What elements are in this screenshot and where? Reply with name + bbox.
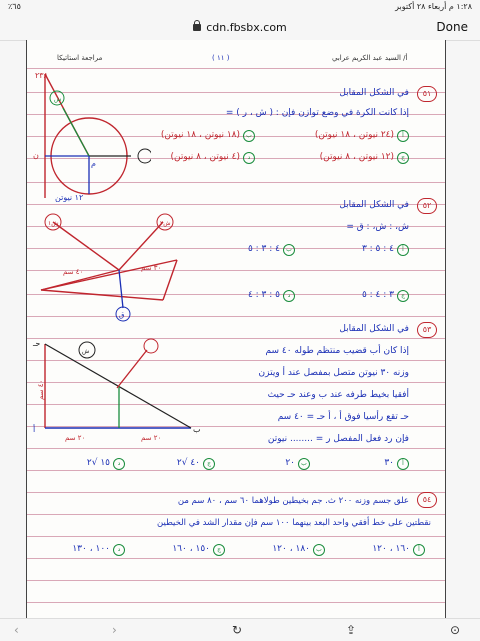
status-bar <box>0 0 480 14</box>
question-number-53: ٥٣ <box>417 322 437 338</box>
q51-label-a: ٢٣٨ <box>35 71 48 80</box>
q53-line1: في الشكل المقابل <box>339 324 409 334</box>
q51-diagram <box>31 70 151 202</box>
q51-option-b[interactable]: ب(١٨ نيوتن ، ١٨ نيوتن) <box>161 130 255 142</box>
question-number-51: ٥١ <box>417 86 437 102</box>
q53-line3: وزنه ٣٠ نيوتن متصل بمفصل عند أ ويتزن <box>258 368 409 378</box>
lock-icon <box>193 24 201 31</box>
page-header <box>27 52 445 66</box>
address-bar[interactable] <box>0 21 480 34</box>
q54-line2: نقطتين على خط أفقي واحد البعد بينهما ١٠٠ سم فإن مقدار الشد في الخيطين <box>157 518 431 528</box>
safari-icon[interactable]: ⊙ <box>450 623 461 637</box>
q54-option-a[interactable]: أ١٦٠ ، ١٢٠ <box>372 544 425 556</box>
header-left: مراجعة استاتيكا <box>57 54 103 62</box>
done-button[interactable]: Done <box>436 20 468 34</box>
q52-line2: ش، : ش، : ق = <box>346 222 409 232</box>
q53-option-a[interactable]: أ٣٠ <box>384 458 409 470</box>
q53-label-t: ش <box>82 348 90 355</box>
q54-line1: علق جسم وزنه ٢٠٠ ث. جم بخيطين طولاهما ٦٠ سم ، ٨٠ سم من <box>177 496 409 506</box>
q52-label-f2: ش٢ <box>160 220 171 227</box>
q53-line6: فإن رد فعل المفصل ر = ........ نيوتن <box>267 434 409 444</box>
battery-indicator: ٪٦٥ <box>8 2 21 11</box>
q54-option-d[interactable]: د١٠٠ ، ١٣٠ <box>72 544 125 556</box>
q51-label-r: ش <box>54 96 62 103</box>
q51-label-m: م <box>91 159 96 168</box>
question-number-52: ٥٢ <box>417 198 437 214</box>
q51-option-d[interactable]: د(٤ نيوتن ، ٨ نيوتن) <box>170 152 255 164</box>
q51-label-c: ن <box>33 151 39 160</box>
document-page <box>26 40 446 618</box>
q53-option-d[interactable]: د١٥ √٢ <box>87 458 125 470</box>
q52-option-a[interactable]: أ٤ : ٥ : ٣ <box>362 244 409 256</box>
q52-label-f1: ش١ <box>48 220 59 227</box>
browser-toolbar <box>0 618 480 641</box>
q51-label-w: ١٢ نيوتن <box>55 193 84 202</box>
q52-label-l2: ٣٠ سم <box>141 264 162 272</box>
q51-line1: في الشكل المقابل <box>339 88 409 98</box>
q52-diagram <box>33 208 183 328</box>
status-time: ١:٢٨ م أربعاء ٢٨ أكتوبر <box>395 2 472 11</box>
q52-line1: في الشكل المقابل <box>339 200 409 210</box>
q53-line4: أفقيا بخيط طرفه عند ب وعند حـ حيث <box>267 390 409 400</box>
header-page-number: ( ١١ ) <box>212 54 230 62</box>
q52-label-w: ق <box>119 311 125 319</box>
q52-label-l1: ٤٠ سم <box>63 268 84 276</box>
q54-option-b[interactable]: ب١٨٠ ، ١٢٠ <box>272 544 325 556</box>
q53-label-h: ٤٠ سم <box>37 379 45 400</box>
url-text: cdn.fbsbx.com <box>206 21 287 34</box>
q51-option-a[interactable]: أ(٢٤ نيوتن ، ١٨ نيوتن) <box>315 130 409 142</box>
q52-option-c[interactable]: ج٣ : ٤ : ٥ <box>362 290 409 302</box>
q53-line2: إذا كان أب قضيب منتظم طوله ٤٠ سم <box>265 346 409 356</box>
browser-nav-bar <box>0 14 480 41</box>
q53-option-b[interactable]: ب٢٠ <box>285 458 310 470</box>
back-icon[interactable]: ‹ <box>14 623 19 637</box>
reload-icon[interactable]: ↻ <box>232 623 243 637</box>
q51-line2: إذا كانت الكرة في وضع توازن فإن : ( ش ، ر ) = <box>225 108 409 118</box>
header-author: أ/ السيد عبد الكريم عرابي <box>332 54 408 62</box>
q53-label-b: ب <box>193 425 201 434</box>
question-number-54: ٥٤ <box>417 492 437 508</box>
q54-option-c[interactable]: ج١٥٠ ، ١٦٠ <box>172 544 225 556</box>
q53-label-l1: ٢٠ سم <box>65 434 86 442</box>
q52-option-b[interactable]: ب٤ : ٣ : ٥ <box>248 244 295 256</box>
q53-label-a: أ <box>33 425 36 434</box>
q51-option-c[interactable]: ج(١٢ نيوتن ، ٨ نيوتن) <box>320 152 409 164</box>
q53-line5: حـ تقع رأسيا فوق أ ، أ حـ = ٤٠ سم <box>277 412 409 422</box>
q52-option-d[interactable]: د٥ : ٣ : ٤ <box>248 290 295 302</box>
q53-option-c[interactable]: ج٤٠ √٢ <box>177 458 215 470</box>
q53-diagram <box>31 336 201 446</box>
forward-icon[interactable]: › <box>112 623 117 637</box>
q53-label-p: حـ <box>33 339 41 348</box>
share-icon[interactable]: ⇪ <box>346 623 357 637</box>
q53-label-l2: ٢٠ سم <box>141 434 162 442</box>
